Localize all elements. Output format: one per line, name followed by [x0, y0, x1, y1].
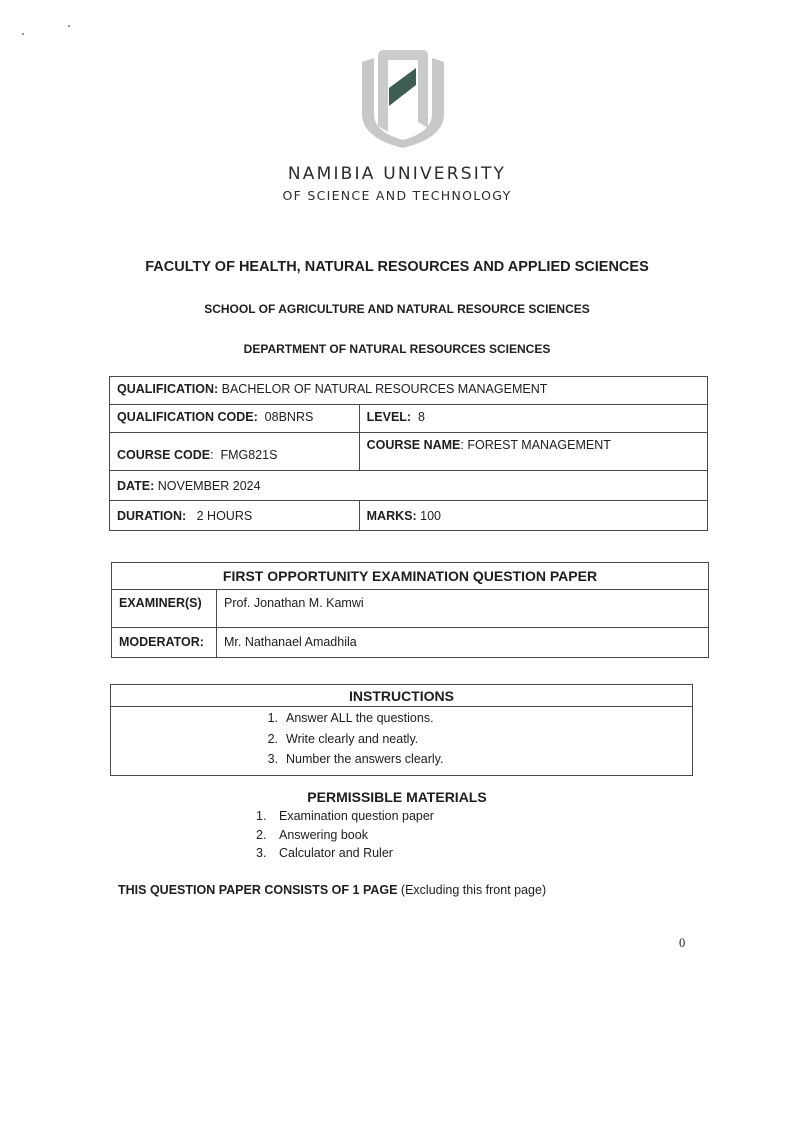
nust-shield-logo-icon	[360, 48, 446, 148]
item-number: 3.	[267, 752, 278, 766]
duration-label: DURATION:	[117, 509, 187, 523]
table-row	[112, 590, 709, 628]
list-item	[256, 826, 434, 845]
page-count-note	[118, 883, 546, 897]
level-cell	[359, 405, 707, 433]
qualification-label: QUALIFICATION:	[117, 382, 219, 396]
instructions-list	[255, 709, 692, 771]
page-number: 0	[679, 936, 686, 950]
course-name-label: COURSE NAME	[366, 438, 461, 452]
list-item	[256, 844, 434, 863]
duration-cell	[110, 501, 360, 531]
item-text: Number the answers clearly.	[286, 752, 444, 766]
faculty-heading: FACULTY OF HEALTH, NATURAL RESOURCES AND APPLIED SCIENCES	[145, 259, 649, 275]
table-row	[112, 628, 709, 658]
item-number: 1.	[256, 809, 267, 823]
course-code-cell	[110, 433, 360, 471]
page-count-remark: (Excluding this front page)	[397, 883, 547, 897]
qualification-table	[109, 376, 708, 531]
instructions-body	[111, 707, 693, 776]
table-row	[110, 377, 708, 405]
table-row	[110, 405, 708, 433]
item-text: Calculator and Ruler	[279, 846, 393, 860]
item-number: 1.	[267, 711, 278, 725]
item-text: Answering book	[279, 827, 368, 842]
course-name-cell	[359, 433, 707, 471]
marks-value: 100	[416, 509, 441, 523]
qualification-value: BACHELOR OF NATURAL RESOURCES MANAGEMENT	[218, 382, 548, 396]
level-label: LEVEL:	[366, 410, 412, 424]
permissible-materials-title: PERMISSIBLE MATERIALS	[307, 789, 487, 805]
university-logo	[360, 48, 446, 148]
examiner-value: Prof. Jonathan M. Kamwi	[217, 590, 709, 628]
marks-label: MARKS:	[366, 509, 417, 523]
qualification-code-value: 08BNRS	[257, 410, 314, 424]
qualification-cell	[110, 377, 708, 405]
date-label: DATE:	[117, 479, 155, 493]
instructions-title: INSTRUCTIONS	[111, 685, 693, 707]
item-number: 2.	[267, 731, 278, 746]
examination-table	[111, 562, 709, 658]
item-number: 2.	[256, 827, 267, 842]
course-name-value: : FOREST MANAGEMENT	[460, 438, 611, 452]
qualification-code-cell	[110, 405, 360, 433]
examiner-label: EXAMINER(S)	[112, 590, 217, 628]
list-item	[255, 730, 692, 751]
qualification-code-label: QUALIFICATION CODE:	[117, 410, 258, 424]
department-heading: DEPARTMENT OF NATURAL RESOURCES SCIENCES	[243, 342, 551, 356]
school-heading: SCHOOL OF AGRICULTURE AND NATURAL RESOURCE SCIENCES	[204, 302, 590, 316]
item-number: 3.	[256, 846, 267, 860]
scan-speck	[68, 25, 70, 27]
item-text: Write clearly and neatly.	[286, 731, 419, 746]
table-row	[110, 471, 708, 501]
item-text: Answer ALL the questions.	[286, 711, 434, 725]
table-row	[110, 433, 708, 471]
instructions-table	[110, 684, 693, 776]
table-row	[111, 707, 693, 776]
permissible-materials-list	[256, 807, 434, 863]
page-count-bold: THIS QUESTION PAPER CONSISTS OF 1 PAGE	[118, 883, 398, 897]
university-name: NAMIBIA UNIVERSITY	[287, 164, 507, 184]
moderator-label: MODERATOR:	[112, 628, 217, 658]
list-item	[255, 709, 692, 730]
table-row	[112, 563, 709, 590]
course-code-label: COURSE CODE	[117, 447, 211, 462]
list-item	[255, 750, 692, 771]
date-value: NOVEMBER 2024	[154, 479, 261, 493]
table-row	[111, 685, 693, 707]
item-text: Examination question paper	[279, 809, 434, 823]
date-cell	[110, 471, 708, 501]
level-value: 8	[411, 410, 425, 424]
list-item	[256, 807, 434, 826]
exam-title: FIRST OPPORTUNITY EXAMINATION QUESTION PAPER	[112, 563, 709, 590]
scan-speck	[22, 33, 24, 35]
university-subtitle: OF SCIENCE AND TECHNOLOGY	[282, 188, 512, 203]
table-row	[110, 501, 708, 531]
duration-value: 2 HOURS	[186, 509, 253, 523]
moderator-value: Mr. Nathanael Amadhila	[217, 628, 709, 658]
course-code-value: : FMG821S	[210, 447, 278, 462]
marks-cell	[359, 501, 707, 531]
